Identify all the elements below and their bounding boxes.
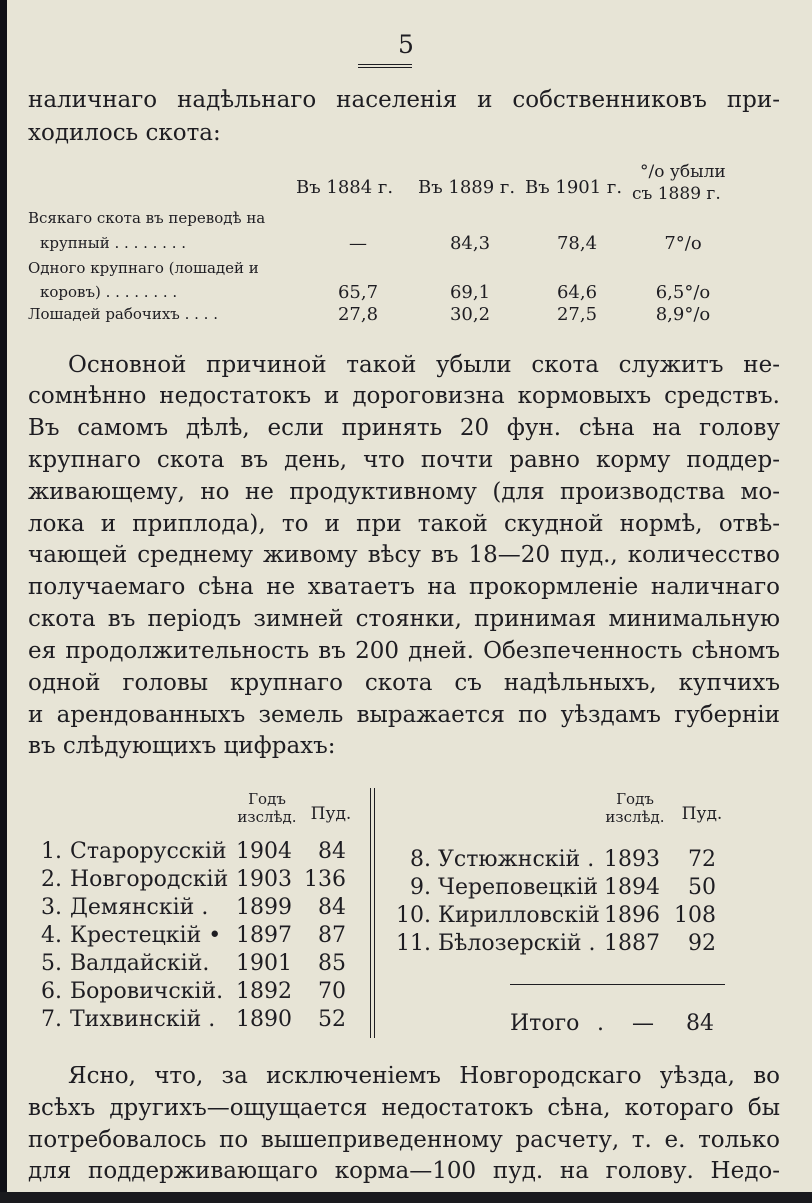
table-header-1884: Въ 1884 г.	[296, 177, 394, 198]
table-header-1901: Въ 1901 г.	[525, 177, 623, 198]
text-line: скота въ періодъ зимней стоянки, принимая минимальную	[28, 606, 780, 632]
text-line: и арендованныхъ земель выражается по уѣздамъ губерніи	[28, 702, 780, 728]
table-cell: 6,5°/о	[655, 282, 711, 303]
row-label: Лошадей рабочихъ . . . .	[28, 305, 218, 323]
table-cell: 30,2	[449, 304, 491, 325]
text-line: Основной причиной такой убыли скота служитъ не-	[68, 352, 780, 378]
table-header-since: съ 1889 г.	[632, 184, 721, 204]
text-line: ходилось скота:	[28, 120, 221, 146]
row-label: крупный . . . . . . . .	[40, 234, 187, 252]
header-year-right: Годъ изслѣд.	[605, 790, 665, 826]
row-label: коровъ) . . . . . . . .	[40, 283, 178, 301]
text-line: Ясно, что, за исключеніемъ Новгородскаго уѣзда, во	[68, 1063, 780, 1089]
column-divider	[370, 788, 371, 1038]
header-pud: Пуд.	[310, 804, 352, 824]
text-line: всѣхъ другихъ—ощущается недостатокъ сѣна, котораго бы	[28, 1095, 780, 1121]
table-cell: 65,7	[337, 282, 379, 303]
table-cell: 8,9°/о	[655, 304, 711, 325]
table-cell: 27,5	[556, 304, 598, 325]
header-pud-right: Пуд.	[681, 804, 723, 824]
row-label: Одного крупнаго (лошадей и	[28, 259, 259, 277]
table-cell: 84,3	[449, 233, 491, 254]
table-header-loss: °/о убыли	[640, 162, 726, 182]
text-line: Въ самомъ дѣлѣ, если принять 20 фун. сѣна на голову	[28, 415, 780, 441]
text-line: получаемаго сѣна не хватаетъ на прокормленіе наличнаго	[28, 574, 780, 600]
text-line: одной головы крупнаго скота съ надѣльныхъ, купчихъ	[28, 670, 780, 696]
book-page: 5 наличнаго надѣльнаго населенія и собственниковъ при- ходилось скота: Въ 1884 г. Въ 1889 г. Въ 1901 г. °/о убыли съ 1889 г. Всякаго скота въ переводѣ на крупный . . . . . . . . — 84,3 78,4 7°/о Одного крупнаго (лошадей и коровъ) . . . . . . . . 65,7 69,1 64,6 6,5°/о Лошадей рабочихъ . . . . 27,8 30,2 27,5 8,9°/о Основной причиной такой убыли скота служитъ не- сомнѣнно недостатокъ и дороговизна кормовыхъ средствъ. Въ самомъ дѣлѣ, если принять 20 фун. сѣна на голову крупнаго скота въ день, что почти равно корму поддер- живающему, но не продуктивному (для производства мо- лока и приплода), то и при такой скудной нормѣ, отвѣ- чающей среднему живому вѣсу въ 18—20 пуд., количесство получаемаго сѣна не хватаетъ на прокормленіе наличнаго скота въ періодъ зимней стоянки, принимая минимальную ея продолжительность въ 200 дней. Обезпеченность сѣномъ одной головы крупнаго скота съ надѣльныхъ, купчихъ и арендованныхъ земель выражается по уѣздамъ губерніи въ слѣдующихъ цифрахъ: Годъ изслѣд. Пуд. Годъ изслѣд. Пуд. 1. Старорусскій 1904 84 2. Новгородскій 1903 136 3. Демянскій . 1899 84 4. Крестецкій • 1897 87 5. Валдайскій. 1901 85 6. Боровичскій. 1892 70 7. Тихвинскій . 1890 52 8. Устюжнскій . 1893 72 9. Череповецкій 1894 50 10. Кирилловскій 1896 108 11. Бѣлозерскій . 1887 92 Итого . — 84 Ясно, что, за исключеніемъ Новгородскаго уѣзда, во всѣхъ другихъ—ощущается недостатокъ сѣна, котораго бы потребовалось по вышеприведенному расчету, т. е. только для поддерживающаго корма—100 пуд. на голову. Недо-	[0, 0, 812, 1203]
text-line: живающему, но не продуктивному (для производства мо-	[28, 479, 780, 505]
table-cell: 78,4	[556, 233, 598, 254]
row-label: Всякаго скота въ переводѣ на	[28, 209, 266, 227]
text-line: въ слѣдующихъ цифрахъ:	[28, 733, 336, 759]
page-number-rule	[358, 64, 412, 68]
text-line: потребовалось по вышеприведенному расчету, т. е. только	[28, 1127, 780, 1153]
table-cell: 69,1	[449, 282, 491, 303]
text-line: наличнаго надѣльнаго населенія и собственниковъ при-	[28, 87, 780, 113]
table-header-1889: Въ 1889 г.	[418, 177, 516, 198]
table-cell: 27,8	[337, 304, 379, 325]
table-cell: —	[349, 233, 367, 254]
page-bottom-edge	[0, 1192, 812, 1203]
page-left-edge	[0, 0, 7, 1203]
text-line: сомнѣнно недостатокъ и дороговизна кормовыхъ средствъ.	[28, 383, 780, 409]
text-line: для поддерживающаго корма—100 пуд. на голову. Недо-	[28, 1158, 780, 1184]
text-line: крупнаго скота въ день, что почти равно корму поддер-	[28, 447, 780, 473]
text-line: ея продолжительность въ 200 дней. Обезпеченность сѣномъ	[28, 638, 780, 664]
header-year: Годъ изслѣд.	[237, 790, 297, 826]
table-cell: 64,6	[556, 282, 598, 303]
column-divider	[374, 788, 375, 1038]
text-line: лока и приплода), то и при такой скудной нормѣ, отвѣ-	[28, 511, 780, 537]
page-number: 5	[398, 30, 414, 59]
table-cell: 7°/о	[664, 233, 702, 254]
total-rule	[510, 984, 725, 985]
text-line: чающей среднему живому вѣсу въ 18—20 пуд., количесство	[28, 542, 780, 568]
